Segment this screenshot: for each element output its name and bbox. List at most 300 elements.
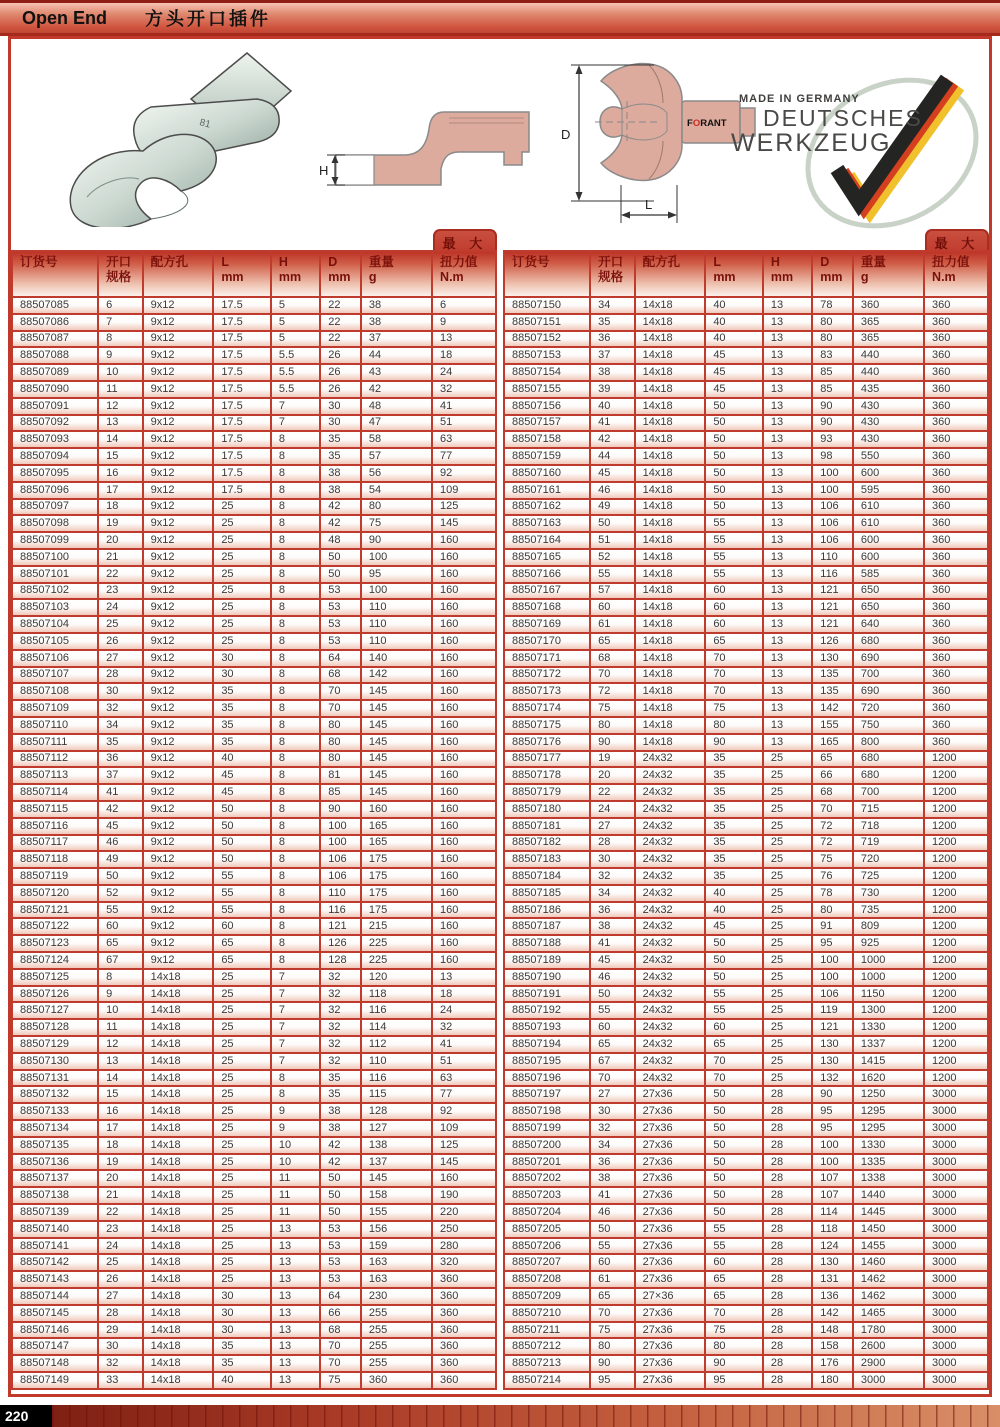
table-cell: 5 (271, 331, 320, 348)
table-cell: 175 (361, 885, 432, 902)
table-cell: 14x18 (635, 415, 706, 432)
table-cell: 8 (271, 835, 320, 852)
table-cell: 25 (213, 1002, 271, 1019)
table-cell: 1000 (853, 969, 924, 986)
table-cell: 8 (271, 633, 320, 650)
column-header: H mm (763, 251, 812, 297)
table-cell: 53 (320, 633, 361, 650)
table-cell: 63 (432, 431, 496, 448)
table-cell: 14x18 (143, 1221, 214, 1238)
table-cell: 55 (705, 532, 763, 549)
table-cell: 78 (812, 297, 853, 314)
table-row (12, 986, 496, 1003)
table-cell: 70 (705, 1070, 763, 1087)
table-cell: 75 (320, 1372, 361, 1389)
table-cell: 160 (432, 902, 496, 919)
table-cell: 24x32 (635, 1053, 706, 1070)
table-cell: 88507144 (12, 1288, 98, 1305)
table-cell: 28 (763, 1271, 812, 1288)
table-row (12, 818, 496, 835)
table-cell: 9x12 (143, 868, 214, 885)
table-cell: 9 (432, 314, 496, 331)
table-cell: 38 (320, 482, 361, 499)
table-cell: 365 (853, 314, 924, 331)
table-cell: 35 (213, 717, 271, 734)
table-cell: 88507109 (12, 700, 98, 717)
table-cell: 22 (320, 314, 361, 331)
table-cell: 88507130 (12, 1053, 98, 1070)
table-cell: 88507149 (12, 1372, 98, 1389)
table-cell: 145 (361, 683, 432, 700)
table-cell: 88507137 (12, 1170, 98, 1187)
table-cell: 160 (432, 683, 496, 700)
table-cell: 1780 (853, 1322, 924, 1339)
table-cell: 9x12 (143, 650, 214, 667)
table-cell: 88507176 (504, 734, 590, 751)
table-row (12, 683, 496, 700)
table-cell: 176 (812, 1355, 853, 1372)
table-cell: 88507160 (504, 465, 590, 482)
table-cell: 27x36 (635, 1372, 706, 1389)
table-cell: 42 (98, 801, 143, 818)
table-cell: 550 (853, 448, 924, 465)
table-cell: 650 (853, 599, 924, 616)
table-cell: 28 (763, 1238, 812, 1255)
table-cell: 163 (361, 1254, 432, 1271)
table-cell: 25 (763, 835, 812, 852)
table-cell: 680 (853, 633, 924, 650)
table-cell: 13 (763, 515, 812, 532)
table-cell: 72 (812, 818, 853, 835)
table-cell: 25 (763, 767, 812, 784)
table-cell: 175 (361, 851, 432, 868)
table-cell: 1200 (924, 784, 988, 801)
column-header: L mm (705, 251, 763, 297)
table-cell: 1460 (853, 1254, 924, 1271)
column-header: 重量 g (853, 251, 924, 297)
table-cell: 925 (853, 935, 924, 952)
table-row (12, 398, 496, 415)
table-cell: 88507085 (12, 297, 98, 314)
table-cell: 25 (763, 986, 812, 1003)
table-row (12, 1120, 496, 1137)
table-cell: 2600 (853, 1338, 924, 1355)
table-cell: 690 (853, 650, 924, 667)
table-cell: 65 (705, 1036, 763, 1053)
table-row (504, 1338, 988, 1355)
table-row (504, 1288, 988, 1305)
table-cell: 8 (271, 650, 320, 667)
table-cell: 8 (271, 431, 320, 448)
max-torque-tab: 最 大 (433, 229, 497, 254)
table-cell: 35 (590, 314, 635, 331)
table-cell: 55 (213, 885, 271, 902)
table-cell: 28 (763, 1338, 812, 1355)
table-cell: 24x32 (635, 767, 706, 784)
table-cell: 24x32 (635, 818, 706, 835)
table-cell: 88507090 (12, 381, 98, 398)
table-cell: 8 (271, 616, 320, 633)
table-cell: 14x18 (635, 431, 706, 448)
table-cell: 160 (432, 667, 496, 684)
column-header: H mm (271, 251, 320, 297)
table-cell: 88507211 (504, 1322, 590, 1339)
table-cell: 38 (590, 364, 635, 381)
table-cell: 45 (98, 818, 143, 835)
table-cell: 8 (271, 885, 320, 902)
table-cell: 53 (320, 1238, 361, 1255)
table-cell: 88507091 (12, 398, 98, 415)
table-cell: 24x32 (635, 801, 706, 818)
table-cell: 88507114 (12, 784, 98, 801)
table-cell: 90 (361, 532, 432, 549)
table-cell: 360 (924, 616, 988, 633)
table-cell: 88507102 (12, 583, 98, 600)
table-cell: 88507100 (12, 549, 98, 566)
table-cell: 14x18 (143, 1137, 214, 1154)
table-row (12, 1338, 496, 1355)
table-cell: 14x18 (143, 1271, 214, 1288)
table-row (12, 1204, 496, 1221)
table-cell: 60 (590, 1019, 635, 1036)
table-cell: 14x18 (635, 448, 706, 465)
table-cell: 160 (432, 767, 496, 784)
table-cell: 27 (590, 1086, 635, 1103)
table-cell: 110 (320, 885, 361, 902)
table-cell: 255 (361, 1355, 432, 1372)
table-cell: 360 (924, 465, 988, 482)
table-cell: 1338 (853, 1170, 924, 1187)
table-cell: 88507096 (12, 482, 98, 499)
page-title-bar (0, 0, 1000, 36)
table-cell: 68 (320, 667, 361, 684)
table-cell: 1200 (924, 918, 988, 935)
table-cell: 230 (361, 1288, 432, 1305)
table-cell: 8 (271, 700, 320, 717)
table-cell: 160 (432, 818, 496, 835)
table-cell: 60 (705, 1254, 763, 1271)
table-row (12, 465, 496, 482)
table-cell: 65 (705, 1288, 763, 1305)
table-cell: 88507116 (12, 818, 98, 835)
table-cell: 65 (98, 935, 143, 952)
table-cell: 28 (98, 667, 143, 684)
table-cell: 32 (320, 986, 361, 1003)
table-cell: 155 (361, 1204, 432, 1221)
table-cell: 13 (432, 331, 496, 348)
table-cell: 35 (213, 700, 271, 717)
table-cell: 13 (763, 364, 812, 381)
footer-strip (52, 1405, 1000, 1427)
table-cell: 53 (320, 1271, 361, 1288)
table-cell: 45 (705, 347, 763, 364)
table-cell: 60 (705, 1019, 763, 1036)
table-row (504, 952, 988, 969)
table-cell: 60 (590, 1254, 635, 1271)
table-cell: 13 (763, 482, 812, 499)
table-cell: 13 (763, 297, 812, 314)
table-cell: 65 (812, 751, 853, 768)
table-cell: 3000 (924, 1238, 988, 1255)
table-cell: 360 (432, 1322, 496, 1339)
table-cell: 35 (705, 851, 763, 868)
table-cell: 40 (705, 297, 763, 314)
table-cell: 3000 (924, 1338, 988, 1355)
table-cell: 57 (361, 448, 432, 465)
table-row (12, 566, 496, 583)
table-cell: 114 (361, 1019, 432, 1036)
table-cell: 32 (590, 1120, 635, 1137)
table-cell: 88507129 (12, 1036, 98, 1053)
table-cell: 28 (763, 1103, 812, 1120)
table-cell: 100 (812, 1137, 853, 1154)
table-cell: 25 (213, 1019, 271, 1036)
table-cell: 47 (361, 415, 432, 432)
table-cell: 14x18 (635, 515, 706, 532)
table-cell: 9x12 (143, 633, 214, 650)
table-row (12, 1070, 496, 1087)
table-cell: 50 (705, 448, 763, 465)
table-cell: 88507142 (12, 1254, 98, 1271)
table-cell: 36 (98, 751, 143, 768)
table-cell: 46 (590, 969, 635, 986)
table-cell: 35 (320, 431, 361, 448)
table-cell: 360 (924, 381, 988, 398)
table-cell: 100 (812, 952, 853, 969)
column-header: L mm (213, 251, 271, 297)
table-cell: 88507119 (12, 868, 98, 885)
table-cell: 14x18 (635, 599, 706, 616)
table-cell: 42 (320, 515, 361, 532)
table-cell: 17.5 (213, 431, 271, 448)
table-row (504, 1204, 988, 1221)
table-cell: 28 (763, 1120, 812, 1137)
table-cell: 14x18 (635, 683, 706, 700)
table-cell: 128 (361, 1103, 432, 1120)
table-cell: 68 (812, 784, 853, 801)
table-cell: 1445 (853, 1204, 924, 1221)
table-cell: 14x18 (143, 1338, 214, 1355)
table-cell: 24 (98, 599, 143, 616)
table-cell: 53 (320, 616, 361, 633)
table-cell: 440 (853, 347, 924, 364)
table-cell: 24x32 (635, 751, 706, 768)
table-cell: 24x32 (635, 784, 706, 801)
table-cell: 13 (271, 1288, 320, 1305)
table-cell: 88507191 (504, 986, 590, 1003)
table-cell: 9 (271, 1103, 320, 1120)
table-cell: 13 (98, 415, 143, 432)
table-cell: 25 (213, 515, 271, 532)
table-cell: 14x18 (635, 364, 706, 381)
table-cell: 27×36 (635, 1288, 706, 1305)
table-cell: 3000 (924, 1271, 988, 1288)
table-cell: 22 (98, 1204, 143, 1221)
table-cell: 95 (812, 1103, 853, 1120)
table-cell: 160 (432, 751, 496, 768)
table-cell: 40 (705, 314, 763, 331)
table-cell: 25 (213, 1086, 271, 1103)
table-cell: 430 (853, 398, 924, 415)
table-cell: 1335 (853, 1154, 924, 1171)
table-cell: 88507111 (12, 734, 98, 751)
table-row (504, 734, 988, 751)
table-cell: 78 (812, 885, 853, 902)
max-torque-tab: 最 大 (925, 229, 989, 254)
table-cell: 24x32 (635, 835, 706, 852)
table-cell: 1200 (924, 751, 988, 768)
table-cell: 88507172 (504, 667, 590, 684)
table-cell: 13 (271, 1372, 320, 1389)
table-cell: 9x12 (143, 952, 214, 969)
table-cell: 51 (432, 415, 496, 432)
table-cell: 165 (361, 835, 432, 852)
table-cell: 80 (812, 331, 853, 348)
table-cell: 9x12 (143, 667, 214, 684)
table-cell: 26 (98, 633, 143, 650)
table-cell: 5.5 (271, 381, 320, 398)
table-cell: 50 (705, 1086, 763, 1103)
table-cell: 50 (705, 969, 763, 986)
table-cell: 13 (763, 667, 812, 684)
table-cell: 35 (705, 784, 763, 801)
table-cell: 80 (705, 1338, 763, 1355)
table-cell: 8 (98, 969, 143, 986)
table-cell: 14x18 (143, 1204, 214, 1221)
table-cell: 360 (924, 734, 988, 751)
table-cell: 14x18 (635, 331, 706, 348)
table-cell: 1330 (853, 1019, 924, 1036)
table-cell: 360 (432, 1372, 496, 1389)
table-cell: 700 (853, 667, 924, 684)
table-cell: 14x18 (635, 381, 706, 398)
table-row (12, 331, 496, 348)
table-cell: 14x18 (635, 700, 706, 717)
table-cell: 85 (320, 784, 361, 801)
table-cell: 13 (763, 465, 812, 482)
table-cell: 25 (98, 616, 143, 633)
table-row (12, 734, 496, 751)
left-spec-table (11, 250, 497, 1390)
table-cell: 600 (853, 532, 924, 549)
table-cell: 14x18 (635, 566, 706, 583)
table-cell: 88507204 (504, 1204, 590, 1221)
table-cell: 38 (590, 918, 635, 935)
table-cell: 14x18 (635, 616, 706, 633)
table-cell: 360 (924, 532, 988, 549)
table-row (12, 599, 496, 616)
table-cell: 49 (98, 851, 143, 868)
table-cell: 30 (590, 851, 635, 868)
table-cell: 27 (590, 818, 635, 835)
table-cell: 14x18 (635, 482, 706, 499)
table-cell: 138 (361, 1137, 432, 1154)
page-footer (0, 1405, 1000, 1427)
table-row (504, 448, 988, 465)
table-row (12, 431, 496, 448)
table-cell: 25 (763, 902, 812, 919)
table-cell: 88507193 (504, 1019, 590, 1036)
table-cell: 60 (705, 616, 763, 633)
table-cell: 55 (705, 566, 763, 583)
table-cell: 720 (853, 851, 924, 868)
table-cell: 100 (812, 482, 853, 499)
table-row (12, 667, 496, 684)
table-cell: 88507136 (12, 1154, 98, 1171)
table-row (504, 1086, 988, 1103)
table-cell: 38 (320, 1103, 361, 1120)
table-cell: 36 (590, 331, 635, 348)
table-cell: 360 (924, 650, 988, 667)
table-cell: 44 (361, 347, 432, 364)
table-cell: 41 (590, 1187, 635, 1204)
table-cell: 118 (812, 1221, 853, 1238)
table-cell: 119 (812, 1002, 853, 1019)
table-cell: 14x18 (635, 633, 706, 650)
table-cell: 9x12 (143, 902, 214, 919)
table-cell: 106 (812, 532, 853, 549)
table-row (12, 583, 496, 600)
table-cell: 88507148 (12, 1355, 98, 1372)
table-cell: 8 (271, 935, 320, 952)
table-cell: 35 (320, 1086, 361, 1103)
table-cell: 24x32 (635, 868, 706, 885)
table-cell: 800 (853, 734, 924, 751)
table-cell: 51 (590, 532, 635, 549)
table-cell: 27x36 (635, 1355, 706, 1372)
table-cell: 77 (432, 1086, 496, 1103)
table-cell: 14x18 (635, 532, 706, 549)
table-cell: 1465 (853, 1305, 924, 1322)
table-cell: 80 (590, 717, 635, 734)
table-cell: 110 (361, 616, 432, 633)
table-row (12, 1036, 496, 1053)
table-cell: 27 (98, 1288, 143, 1305)
table-row (12, 1254, 496, 1271)
table-cell: 27 (98, 650, 143, 667)
table-cell: 14x18 (635, 465, 706, 482)
table-cell: 88507161 (504, 482, 590, 499)
table-cell: 360 (924, 347, 988, 364)
table-cell: 9 (271, 1120, 320, 1137)
table-cell: 25 (213, 1187, 271, 1204)
table-cell: 2900 (853, 1355, 924, 1372)
table-cell: 14x18 (143, 1254, 214, 1271)
table-cell: 88507097 (12, 499, 98, 516)
table-cell: 38 (320, 465, 361, 482)
table-cell: 16 (98, 1103, 143, 1120)
table-cell: 25 (213, 583, 271, 600)
table-cell: 27x36 (635, 1204, 706, 1221)
table-cell: 3000 (924, 1120, 988, 1137)
table-cell: 35 (98, 734, 143, 751)
table-cell: 14x18 (635, 499, 706, 516)
table-cell: 148 (812, 1322, 853, 1339)
table-cell: 32 (98, 1355, 143, 1372)
table-cell: 50 (705, 1204, 763, 1221)
table-cell: 32 (320, 1036, 361, 1053)
table-row (12, 717, 496, 734)
table-cell: 106 (812, 986, 853, 1003)
table-cell: 45 (705, 381, 763, 398)
table-row (504, 431, 988, 448)
table-cell: 14x18 (143, 1187, 214, 1204)
table-cell: 14x18 (635, 549, 706, 566)
table-cell: 33 (98, 1372, 143, 1389)
table-cell: 9x12 (143, 784, 214, 801)
table-row (12, 1238, 496, 1255)
table-cell: 9x12 (143, 851, 214, 868)
